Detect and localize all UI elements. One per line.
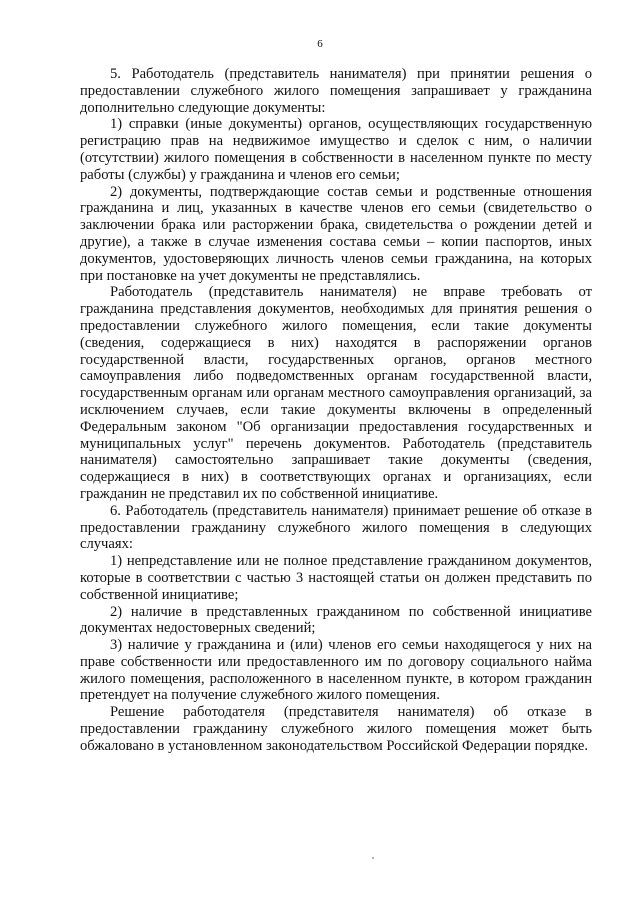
paragraph-employer-restriction: Работодатель (представитель нанимателя) не вправе требовать от гражданина представления документов, необходимых для принятия решения о предоставлении служебного жилого помещения, если такие документы (сведения, содержащиеся в них) находятся в распоряжении органов государственной власти, государственных органов, органов местного самоуправления либо подведомственных органам государственной власти, государственным органам или органам местного самоуправления организаций, за исключением случаев, если такие документы включены в определенный Федеральным законом "Об организации предоставления государственных и муниципальных услуг" перечень документов. Работодатель (представитель нанимателя) самостоятельно запрашивает такие документы (сведения, содержащиеся в них) в соответствующих органах и организациях, если гражданин не представил их по собственной инициативе. (80, 284, 592, 502)
scan-speck (372, 857, 374, 859)
paragraph-item-6: 6. Работодатель (представитель нанимателя) принимает решение об отказе в предоставлении гражданину служебного жилого помещения в следующих случаях: (80, 502, 592, 553)
document-body (80, 66, 592, 755)
paragraph-subitem-2: 2) документы, подтверждающие состав семьи и родственные отношения гражданина и лиц, указанных в качестве членов его семьи (свидетельство о заключении брака или расторжении брака, свидетельства о рождении детей и другие), а также в случае изменения состава семьи – копии паспортов, иных документов, удостоверяющих личность членов семьи гражданина, на которых при постановке на учет документы не представлялись. (80, 183, 592, 284)
paragraph-appeal: Решение работодателя (представителя нанимателя) об отказе в предоставлении гражданину служебного жилого помещения может быть обжаловано в установленном законодательством Российской Федерации порядке. (80, 704, 592, 754)
page-number: 6 (317, 38, 323, 50)
paragraph-refusal-case-3: 3) наличие у гражданина и (или) членов его семьи находящегося у них на праве собственности или предоставленного им по договору социального найма жилого помещения, расположенного в населенном пункте, в котором гражданин претендует на получение служебного жилого помещения. (80, 637, 592, 704)
paragraph-refusal-case-2: 2) наличие в представленных гражданином по собственной инициативе документах недостоверных сведений; (80, 603, 592, 637)
paragraph-refusal-case-1: 1) непредставление или не полное представление гражданином документов, которые в соответствии с частью 3 настоящей статьи он должен представить по собственной инициативе; (80, 553, 592, 603)
paragraph-item-5: 5. Работодатель (представитель нанимателя) при принятии решения о предоставлении служебного жилого помещения запрашивает у гражданина дополнительно следующие документы: (80, 66, 592, 116)
paragraph-subitem-1: 1) справки (иные документы) органов, осуществляющих государственную регистрацию прав на недвижимое имущество и сделок с ним, о наличии (отсутствии) жилого помещения в собственности в населенном пункте по месту работы (службы) у гражданина и членов его семьи; (80, 116, 592, 183)
